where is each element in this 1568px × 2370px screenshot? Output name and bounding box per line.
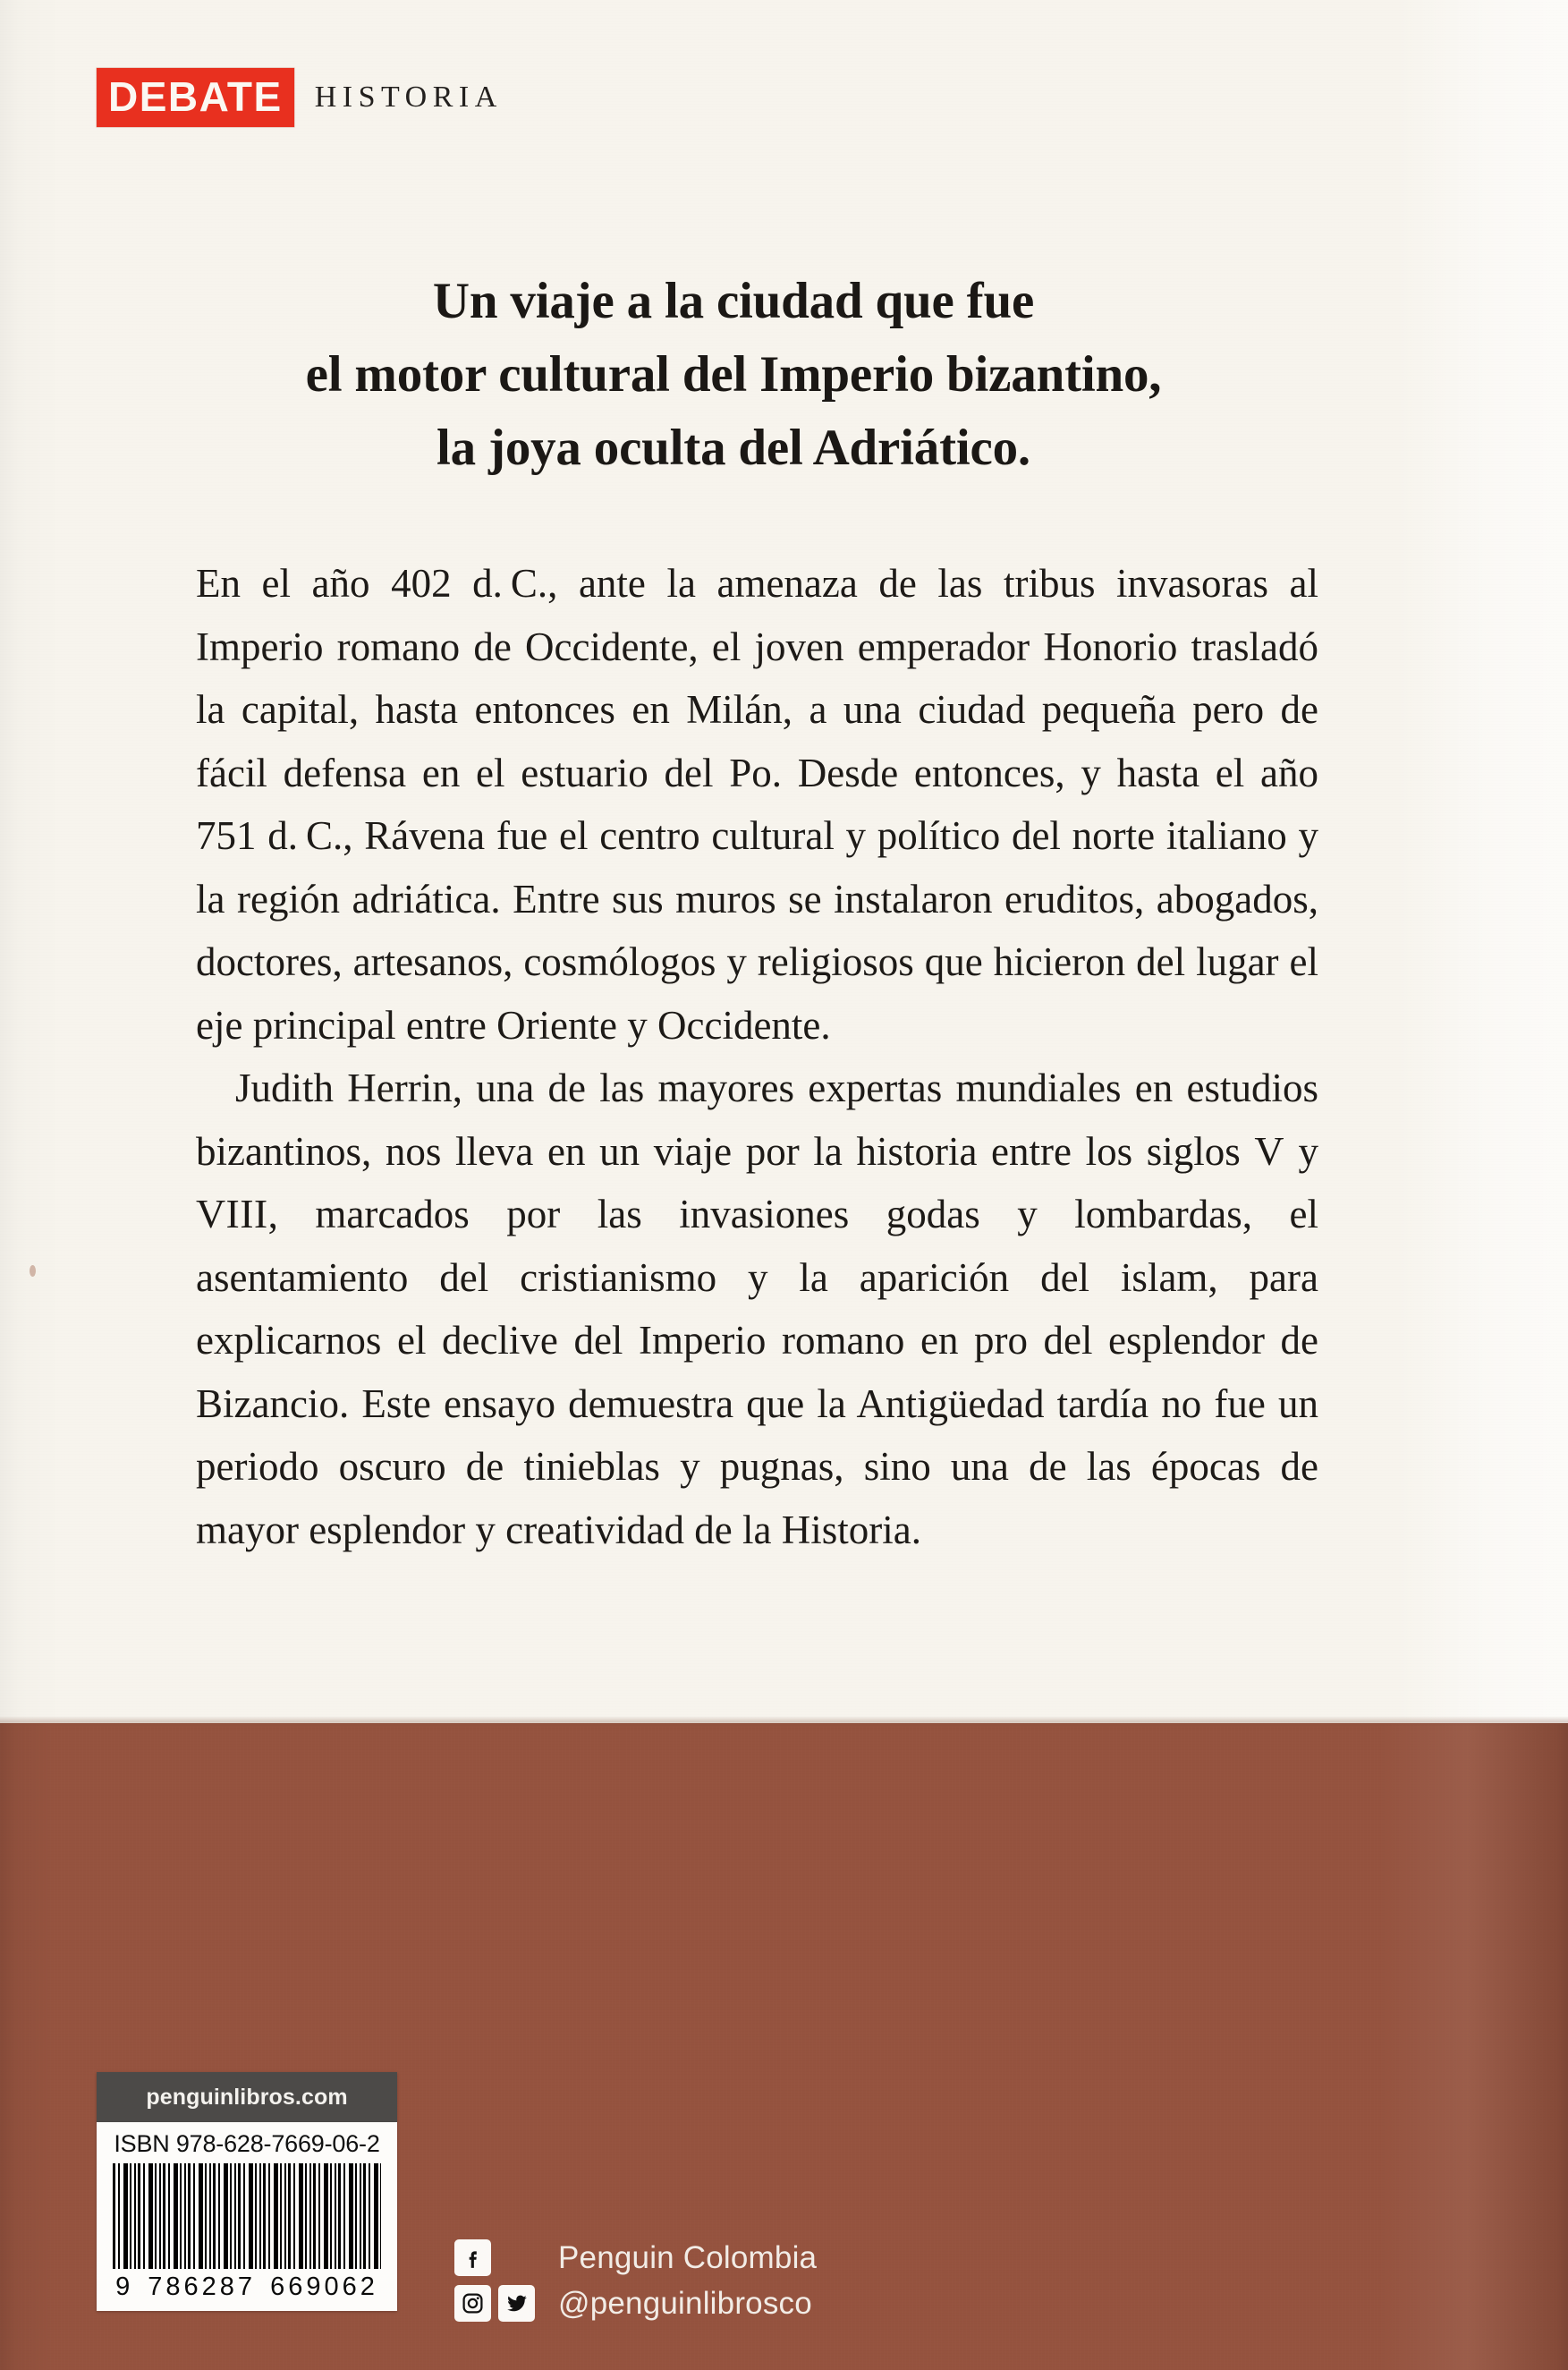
panel-seam bbox=[0, 1716, 1568, 1727]
publisher-logo: DEBATE bbox=[97, 68, 294, 127]
social-icons-facebook bbox=[454, 2239, 551, 2276]
imprint-logo-group bbox=[97, 68, 503, 127]
facebook-icon[interactable] bbox=[454, 2239, 491, 2276]
headline-line-1: Un viaje a la ciudad que fue bbox=[432, 273, 1035, 329]
blurb-text bbox=[196, 552, 1318, 1561]
century-roman-viii: VIII bbox=[196, 1191, 268, 1236]
isbn-label: ISBN 978-628-7669-06-2 bbox=[114, 2130, 380, 2157]
ean-digit-group-3: 669062 bbox=[270, 2272, 378, 2301]
social-icons-instagram-twitter bbox=[454, 2285, 551, 2322]
collection-label: HISTORIA bbox=[314, 81, 503, 114]
penguin-handle-label[interactable]: @penguinlibrosco bbox=[558, 2285, 812, 2321]
ean-digit-group-1: 9 bbox=[115, 2272, 134, 2301]
blurb-p2-part-b: y bbox=[1284, 1128, 1318, 1174]
social-row-facebook bbox=[454, 2235, 817, 2281]
ean13-digits bbox=[97, 2272, 397, 2304]
blurb-p2-part-c: , marcados por las invasiones godas y lombardas, el asentamiento del cristianismo y la aparición del islam, para explicarnos el declive del Imperio romano en pro del esplendor de Bizancio. Este ensayo demuestra que la Antigüedad tardía no fue un periodo oscuro de tinieblas y pugnas, sino una de las épocas de mayor esplendor y creatividad de la Historia. bbox=[196, 1192, 1318, 1552]
ean-digit-group-2: 786287 bbox=[148, 2272, 257, 2301]
social-row-handles bbox=[454, 2281, 817, 2326]
barcode-body bbox=[97, 2122, 397, 2311]
cover-headline bbox=[152, 265, 1315, 485]
headline-line-2: el motor cultural del Imperio bizantino, bbox=[305, 346, 1162, 403]
twitter-icon[interactable] bbox=[498, 2285, 535, 2322]
publisher-website-label: penguinlibros.com bbox=[146, 2084, 348, 2110]
blurb-p2-part-a: Judith Herrin, una de las mayores expertas mundiales en estudios bizantinos, nos lleva en un viaje por la historia entre los siglos bbox=[196, 1066, 1318, 1174]
publisher-website-bar bbox=[97, 2072, 397, 2122]
ean13-barcode-bars bbox=[113, 2163, 381, 2269]
social-links bbox=[454, 2235, 817, 2326]
barcode-block bbox=[97, 2072, 397, 2311]
blurb-paragraph-2 bbox=[196, 1057, 1318, 1561]
century-roman-v: V bbox=[1254, 1127, 1284, 1174]
headline-line-3: la joya oculta del Adriático. bbox=[436, 420, 1030, 476]
blurb-paragraph-1: En el año 402 d. C., ante la amenaza de las tribus invasoras al Imperio romano de Occidente, el joven emperador Honorio trasladó la capital, hasta entonces en Milán, a una ciudad pequeña pero de fácil defensa en el estuario del Po. Desde entonces, y hasta el año 751 d. C., Rávena fue el centro cultural y político del norte italiano y la región adriática. Entre sus muros se instalaron eruditos, abogados, doctores, artesanos, cosmólogos y religiosos que hicieron del lugar el eje principal entre Oriente y Occidente. bbox=[196, 561, 1318, 1048]
instagram-icon[interactable] bbox=[454, 2285, 491, 2322]
facebook-handle-label[interactable]: Penguin Colombia bbox=[558, 2239, 818, 2275]
paper-speck bbox=[30, 1265, 36, 1277]
